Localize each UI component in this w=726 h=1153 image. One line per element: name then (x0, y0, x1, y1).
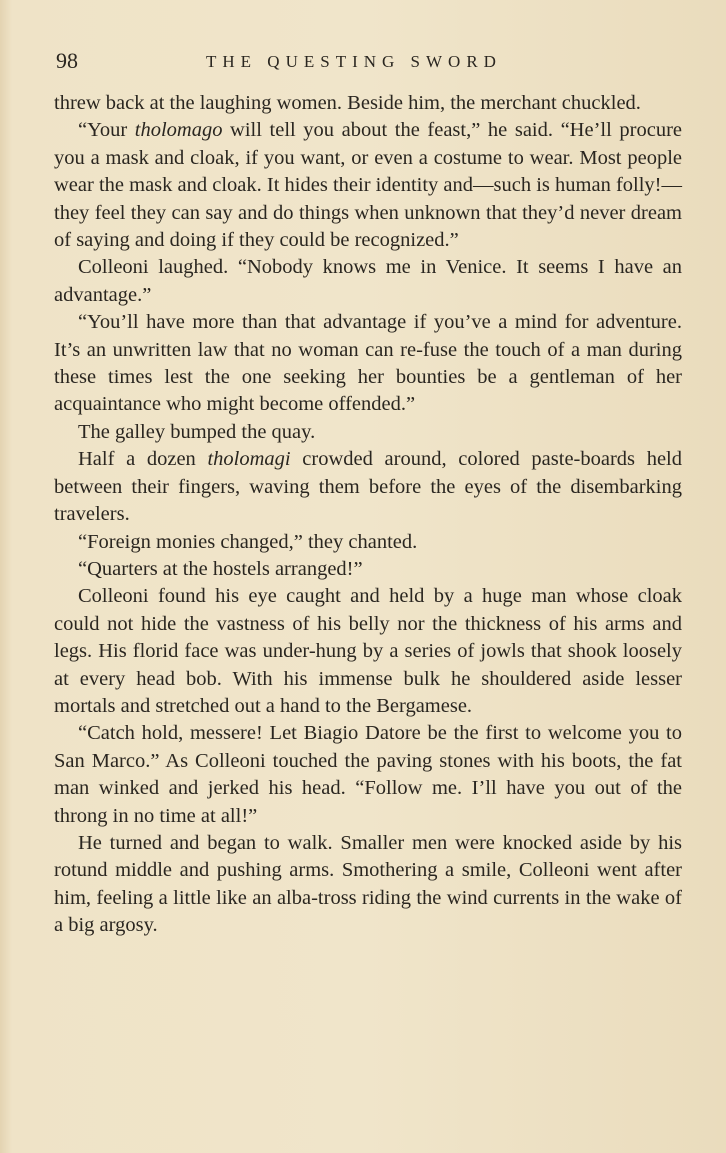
running-title: THE QUESTING SWORD (206, 52, 502, 71)
paragraph: “You’ll have more than that advantage if you’ve a mind for adventure. It’s an unwritten law that no woman can re-fuse the touch of a man during these times lest the one seeking her bounties be a gentleman of her acquaintance who might become offended.” (54, 311, 682, 416)
page-header (56, 48, 680, 78)
paragraph (54, 446, 682, 528)
paragraph-text: crowded around, colored paste-boards held between their fingers, waving them before the eyes of the disembarking travelers. (54, 448, 682, 526)
paragraph: threw back at the laughing women. Beside him, the merchant chuckled. (54, 92, 641, 114)
paragraph-text: “Your (78, 119, 135, 142)
paragraph: “Catch hold, messere! Let Biagio Datore be the first to welcome you to San Marco.” As Colleoni touched the paving stones with his boots, the fat man winked and jerked his head. “Follow me. I’ll have you out of the throng in no time at all!” (54, 722, 682, 827)
paragraph: Colleoni laughed. “Nobody knows me in Venice. It seems I have an advantage.” (54, 256, 682, 306)
paragraph: “Foreign monies changed,” they chanted. (78, 530, 418, 553)
paragraph: Colleoni found his eye caught and held by a huge man whose cloak could not hide the vastness of his belly nor the thickness of his arms and legs. His florid face was under-hung by a series of jowls that shook loosely at every head bob. With his immense bulk he shouldered aside lesser mortals and stretched out a hand to the Bergamese. (54, 585, 682, 717)
paragraph (54, 117, 682, 254)
paragraph: “Quarters at the hostels arranged!” (78, 557, 363, 580)
paragraph-text: will tell you about the feast,” he said. “He’ll procure you a mask and cloak, if you want, or even a costume to wear. Most people wear the mask and cloak. It hides their identity and—such is human folly!—they feel they can say and do things when unknown that they’d never dream of saying and doing if they could be recognized.” (54, 119, 682, 252)
italic-term: tholomago (134, 119, 223, 142)
italic-term: tholomagi (207, 448, 291, 471)
paragraph: The galley bumped the quay. (78, 420, 316, 443)
paragraph: He turned and began to walk. Smaller men were knocked aside by his rotund middle and pushing arms. Smothering a smile, Colleoni went after him, feeling a little like an alba-tross riding the wind currents in the wake of a big argosy. (54, 831, 682, 937)
page-number: 98 (56, 48, 78, 73)
body-text (54, 90, 682, 940)
paragraph-text: Half a dozen (78, 448, 208, 471)
